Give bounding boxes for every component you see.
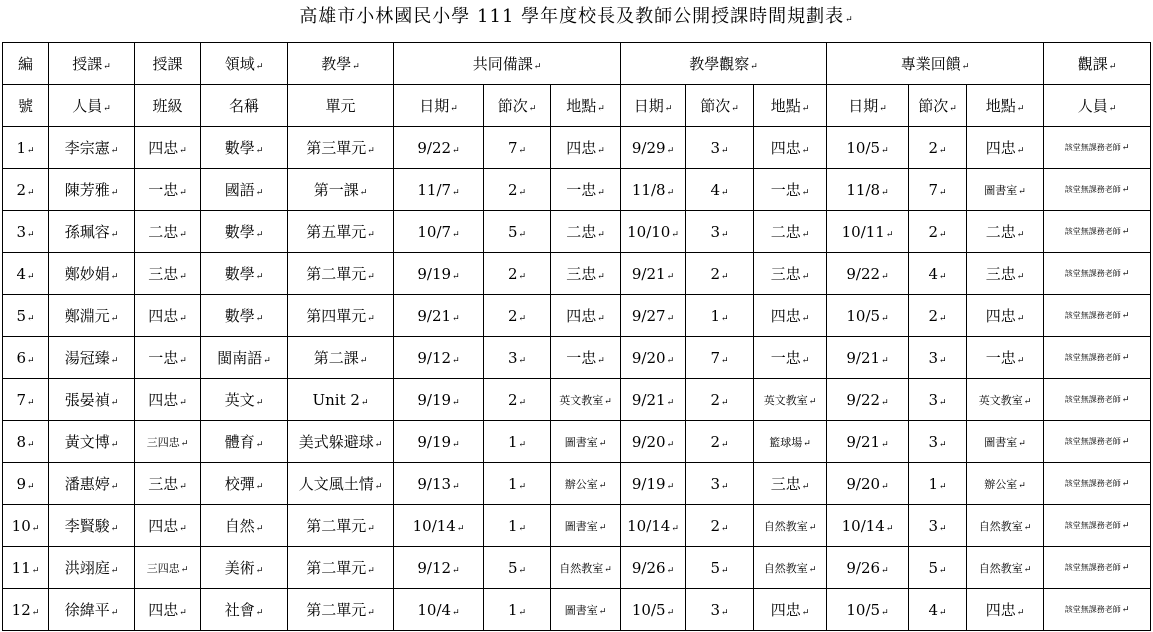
cell-unit-name: 第四單元 ↵	[288, 295, 394, 337]
cell-obs-period: 2 ↵	[686, 379, 754, 421]
cell-teacher-name: 鄭妙娟 ↵	[49, 253, 135, 295]
cell-row-number: 2 ↵	[3, 169, 49, 211]
cell-fb-period: 4 ↵	[909, 253, 967, 295]
cell-observer: 該堂無課務老師 ↵	[1044, 127, 1151, 169]
cell-obs-date: 10/14 ↵	[621, 505, 686, 547]
cell-observer: 該堂無課務老師 ↵	[1044, 169, 1151, 211]
cell-teacher-name: 李宗憲 ↵	[49, 127, 135, 169]
cell-prep-place: 四忠 ↵	[551, 295, 621, 337]
cell-obs-date: 9/29 ↵	[621, 127, 686, 169]
cell-fb-date: 10/14 ↵	[827, 505, 909, 547]
cell-obs-period: 3 ↵	[686, 463, 754, 505]
cell-unit-name: 美式躲避球 ↵	[288, 421, 394, 463]
cell-domain-name: 數學 ↵	[201, 211, 288, 253]
cell-observer: 該堂無課務老師 ↵	[1044, 211, 1151, 253]
cell-fb-place: 四忠 ↵	[967, 127, 1044, 169]
cell-domain-name: 校彈 ↵	[201, 463, 288, 505]
table-row	[3, 379, 1151, 421]
header-observer-top: 觀課 ↵	[1044, 43, 1151, 85]
cell-obs-place: 四忠 ↵	[754, 589, 827, 631]
header-observer-bottom: 人員 ↵	[1044, 85, 1151, 127]
cell-obs-period: 4 ↵	[686, 169, 754, 211]
cell-teacher-name: 鄭淵元 ↵	[49, 295, 135, 337]
header-observe-group: 教學觀察 ↵	[621, 43, 827, 85]
cell-prep-period: 2 ↵	[484, 169, 551, 211]
cell-prep-period: 2 ↵	[484, 253, 551, 295]
cell-domain-name: 數學 ↵	[201, 253, 288, 295]
cell-fb-place: 英文教室 ↵	[967, 379, 1044, 421]
cell-prep-period: 2 ↵	[484, 379, 551, 421]
cell-domain-name: 數學 ↵	[201, 295, 288, 337]
cell-unit-name: 第二單元 ↵	[288, 589, 394, 631]
cell-fb-date: 9/22 ↵	[827, 379, 909, 421]
header-prep-period: 節次 ↵	[484, 85, 551, 127]
cell-teacher-name: 湯冠臻 ↵	[49, 337, 135, 379]
header-no-top: 編	[3, 43, 49, 85]
cell-obs-period: 3 ↵	[686, 211, 754, 253]
cell-prep-date: 10/7 ↵	[394, 211, 484, 253]
cell-prep-period: 1 ↵	[484, 589, 551, 631]
cell-fb-place: 四忠 ↵	[967, 589, 1044, 631]
cell-fb-period: 2 ↵	[909, 127, 967, 169]
cell-observer: 該堂無課務老師 ↵	[1044, 589, 1151, 631]
cell-obs-place: 籃球場 ↵	[754, 421, 827, 463]
cell-obs-place: 二忠 ↵	[754, 211, 827, 253]
cell-fb-period: 3 ↵	[909, 505, 967, 547]
cell-obs-date: 10/10 ↵	[621, 211, 686, 253]
cell-row-number: 3 ↵	[3, 211, 49, 253]
header-fb-date: 日期 ↵	[827, 85, 909, 127]
header-domain-bottom: 名稱	[201, 85, 288, 127]
cell-obs-period: 7 ↵	[686, 337, 754, 379]
cell-domain-name: 國語 ↵	[201, 169, 288, 211]
cell-obs-place: 英文教室 ↵	[754, 379, 827, 421]
cell-teacher-name: 李賢駿 ↵	[49, 505, 135, 547]
cell-prep-date: 9/19 ↵	[394, 421, 484, 463]
header-unit-bottom: 單元	[288, 85, 394, 127]
table-row	[3, 505, 1151, 547]
table-row	[3, 169, 1151, 211]
cell-fb-date: 10/11 ↵	[827, 211, 909, 253]
cell-row-number: 4 ↵	[3, 253, 49, 295]
cell-fb-date: 10/5 ↵	[827, 589, 909, 631]
cell-class-name: 四忠 ↵	[135, 127, 201, 169]
cell-fb-date: 10/5 ↵	[827, 127, 909, 169]
cell-teacher-name: 孫珮容 ↵	[49, 211, 135, 253]
header-fb-place: 地點 ↵	[967, 85, 1044, 127]
cell-fb-date: 9/21 ↵	[827, 421, 909, 463]
table-row	[3, 547, 1151, 589]
cell-obs-place: 一忠 ↵	[754, 337, 827, 379]
cell-row-number: 12 ↵	[3, 589, 49, 631]
cell-class-name: 三忠 ↵	[135, 253, 201, 295]
cell-prep-place: 英文教室 ↵	[551, 379, 621, 421]
cell-fb-period: 3 ↵	[909, 421, 967, 463]
cell-teacher-name: 徐緯平 ↵	[49, 589, 135, 631]
cell-fb-period: 3 ↵	[909, 337, 967, 379]
cell-obs-period: 3 ↵	[686, 589, 754, 631]
cell-observer: 該堂無課務老師 ↵	[1044, 253, 1151, 295]
cell-row-number: 6 ↵	[3, 337, 49, 379]
cell-row-number: 11 ↵	[3, 547, 49, 589]
cell-obs-period: 1 ↵	[686, 295, 754, 337]
cell-obs-date: 9/20 ↵	[621, 337, 686, 379]
cell-fb-place: 二忠 ↵	[967, 211, 1044, 253]
cell-obs-date: 9/20 ↵	[621, 421, 686, 463]
cell-obs-date: 10/5 ↵	[621, 589, 686, 631]
cell-obs-period: 3 ↵	[686, 127, 754, 169]
cell-obs-date: 11/8 ↵	[621, 169, 686, 211]
cell-class-name: 三四忠 ↵	[135, 421, 201, 463]
cell-class-name: 一忠 ↵	[135, 337, 201, 379]
cell-prep-period: 3 ↵	[484, 337, 551, 379]
cell-fb-date: 9/20 ↵	[827, 463, 909, 505]
cell-observer: 該堂無課務老師 ↵	[1044, 337, 1151, 379]
table-row	[3, 127, 1151, 169]
cell-row-number: 8 ↵	[3, 421, 49, 463]
cell-domain-name: 體育 ↵	[201, 421, 288, 463]
header-unit-top: 教學 ↵	[288, 43, 394, 85]
cell-unit-name: 第二課 ↵	[288, 337, 394, 379]
table-row	[3, 337, 1151, 379]
cell-prep-place: 辦公室 ↵	[551, 463, 621, 505]
cell-obs-date: 9/19 ↵	[621, 463, 686, 505]
cell-prep-place: 自然教室 ↵	[551, 547, 621, 589]
cell-prep-place: 圖書室 ↵	[551, 421, 621, 463]
header-teacher-bottom: 人員 ↵	[49, 85, 135, 127]
cell-class-name: 一忠 ↵	[135, 169, 201, 211]
cell-fb-place: 辦公室 ↵	[967, 463, 1044, 505]
cell-prep-period: 5 ↵	[484, 547, 551, 589]
header-feedback-group: 專業回饋 ↵	[827, 43, 1044, 85]
schedule-table	[2, 42, 1151, 631]
cell-class-name: 二忠 ↵	[135, 211, 201, 253]
cell-obs-period: 2 ↵	[686, 505, 754, 547]
cell-obs-period: 2 ↵	[686, 421, 754, 463]
cell-prep-place: 三忠 ↵	[551, 253, 621, 295]
cell-obs-place: 四忠 ↵	[754, 295, 827, 337]
cell-unit-name: 第二單元 ↵	[288, 505, 394, 547]
cell-prep-period: 1 ↵	[484, 421, 551, 463]
cell-prep-period: 1 ↵	[484, 505, 551, 547]
cell-prep-date: 10/14 ↵	[394, 505, 484, 547]
cell-fb-period: 1 ↵	[909, 463, 967, 505]
cell-fb-place: 自然教室 ↵	[967, 547, 1044, 589]
header-no-bottom: 號	[3, 85, 49, 127]
cell-obs-date: 9/21 ↵	[621, 253, 686, 295]
cell-observer: 該堂無課務老師 ↵	[1044, 379, 1151, 421]
cell-prep-date: 10/4 ↵	[394, 589, 484, 631]
cell-class-name: 四忠 ↵	[135, 505, 201, 547]
cell-domain-name: 數學 ↵	[201, 127, 288, 169]
cell-prep-date: 9/12 ↵	[394, 337, 484, 379]
cell-teacher-name: 洪翊庭 ↵	[49, 547, 135, 589]
cell-prep-date: 9/19 ↵	[394, 253, 484, 295]
cell-class-name: 三四忠 ↵	[135, 547, 201, 589]
cell-obs-place: 三忠 ↵	[754, 253, 827, 295]
cell-obs-period: 2 ↵	[686, 253, 754, 295]
table-row	[3, 421, 1151, 463]
cell-unit-name: 第三單元 ↵	[288, 127, 394, 169]
cell-observer: 該堂無課務老師 ↵	[1044, 295, 1151, 337]
cell-fb-date: 10/5 ↵	[827, 295, 909, 337]
header-obs-period: 節次 ↵	[686, 85, 754, 127]
cell-class-name: 四忠 ↵	[135, 379, 201, 421]
cell-prep-place: 圖書室 ↵	[551, 505, 621, 547]
cell-unit-name: 第二單元 ↵	[288, 547, 394, 589]
cell-prep-place: 二忠 ↵	[551, 211, 621, 253]
cell-observer: 該堂無課務老師 ↵	[1044, 547, 1151, 589]
table-row	[3, 589, 1151, 631]
cell-fb-date: 11/8 ↵	[827, 169, 909, 211]
cell-observer: 該堂無課務老師 ↵	[1044, 505, 1151, 547]
cell-fb-place: 三忠 ↵	[967, 253, 1044, 295]
cell-observer: 該堂無課務老師 ↵	[1044, 421, 1151, 463]
cell-fb-period: 4 ↵	[909, 589, 967, 631]
header-domain-top: 領域 ↵	[201, 43, 288, 85]
header-row-bottom	[3, 85, 1151, 127]
cell-fb-period: 2 ↵	[909, 211, 967, 253]
table-row	[3, 211, 1151, 253]
cell-prep-date: 9/12 ↵	[394, 547, 484, 589]
cell-fb-date: 9/26 ↵	[827, 547, 909, 589]
cell-class-name: 四忠 ↵	[135, 589, 201, 631]
cell-fb-period: 2 ↵	[909, 295, 967, 337]
cell-domain-name: 自然 ↵	[201, 505, 288, 547]
header-row-top	[3, 43, 1151, 85]
cell-prep-date: 9/19 ↵	[394, 379, 484, 421]
cell-row-number: 5 ↵	[3, 295, 49, 337]
cell-fb-place: 四忠 ↵	[967, 295, 1044, 337]
header-obs-date: 日期 ↵	[621, 85, 686, 127]
cell-fb-place: 圖書室 ↵	[967, 169, 1044, 211]
header-class-bottom: 班級	[135, 85, 201, 127]
cell-unit-name: 第五單元 ↵	[288, 211, 394, 253]
cell-prep-place: 一忠 ↵	[551, 337, 621, 379]
cell-obs-place: 自然教室 ↵	[754, 505, 827, 547]
cell-prep-period: 7 ↵	[484, 127, 551, 169]
document-title: 高雄市小林國民小學 111 學年度校長及教師公開授課時間規劃表 ↵	[0, 4, 1153, 33]
cell-unit-name: Unit 2 ↵	[288, 379, 394, 421]
cell-row-number: 1 ↵	[3, 127, 49, 169]
cell-prep-date: 9/13 ↵	[394, 463, 484, 505]
cell-domain-name: 閩南語 ↵	[201, 337, 288, 379]
cell-prep-period: 5 ↵	[484, 211, 551, 253]
cell-obs-place: 三忠 ↵	[754, 463, 827, 505]
cell-teacher-name: 張晏禎 ↵	[49, 379, 135, 421]
cell-prep-date: 11/7 ↵	[394, 169, 484, 211]
cell-obs-period: 5 ↵	[686, 547, 754, 589]
cell-fb-place: 自然教室 ↵	[967, 505, 1044, 547]
cell-teacher-name: 黃文博 ↵	[49, 421, 135, 463]
cell-teacher-name: 潘惠婷 ↵	[49, 463, 135, 505]
cell-prep-place: 一忠 ↵	[551, 169, 621, 211]
cell-obs-date: 9/21 ↵	[621, 379, 686, 421]
cell-fb-period: 7 ↵	[909, 169, 967, 211]
cell-domain-name: 社會 ↵	[201, 589, 288, 631]
header-prep-place: 地點 ↵	[551, 85, 621, 127]
cell-prep-place: 四忠 ↵	[551, 127, 621, 169]
cell-obs-place: 一忠 ↵	[754, 169, 827, 211]
cell-obs-date: 9/26 ↵	[621, 547, 686, 589]
cell-fb-period: 5 ↵	[909, 547, 967, 589]
cell-prep-date: 9/22 ↵	[394, 127, 484, 169]
cell-domain-name: 英文 ↵	[201, 379, 288, 421]
cell-prep-period: 1 ↵	[484, 463, 551, 505]
cell-unit-name: 第二單元 ↵	[288, 253, 394, 295]
cell-unit-name: 第一課 ↵	[288, 169, 394, 211]
cell-fb-place: 一忠 ↵	[967, 337, 1044, 379]
cell-row-number: 9 ↵	[3, 463, 49, 505]
table-row	[3, 253, 1151, 295]
cell-fb-date: 9/22 ↵	[827, 253, 909, 295]
header-obs-place: 地點 ↵	[754, 85, 827, 127]
cell-obs-place: 四忠 ↵	[754, 127, 827, 169]
cell-fb-period: 3 ↵	[909, 379, 967, 421]
cell-class-name: 三忠 ↵	[135, 463, 201, 505]
cell-row-number: 7 ↵	[3, 379, 49, 421]
header-prep-group: 共同備課 ↵	[394, 43, 621, 85]
cell-prep-place: 圖書室 ↵	[551, 589, 621, 631]
cell-prep-period: 2 ↵	[484, 295, 551, 337]
cell-unit-name: 人文風土情 ↵	[288, 463, 394, 505]
cell-row-number: 10 ↵	[3, 505, 49, 547]
cell-prep-date: 9/21 ↵	[394, 295, 484, 337]
cell-teacher-name: 陳芳雅 ↵	[49, 169, 135, 211]
cell-fb-date: 9/21 ↵	[827, 337, 909, 379]
cell-fb-place: 圖書室 ↵	[967, 421, 1044, 463]
cell-domain-name: 美術 ↵	[201, 547, 288, 589]
cell-class-name: 四忠 ↵	[135, 295, 201, 337]
header-class-top: 授課	[135, 43, 201, 85]
table-row	[3, 463, 1151, 505]
cell-obs-place: 自然教室 ↵	[754, 547, 827, 589]
cell-observer: 該堂無課務老師 ↵	[1044, 463, 1151, 505]
header-teacher-top: 授課 ↵	[49, 43, 135, 85]
table-row	[3, 295, 1151, 337]
cell-obs-date: 9/27 ↵	[621, 295, 686, 337]
header-prep-date: 日期 ↵	[394, 85, 484, 127]
header-fb-period: 節次 ↵	[909, 85, 967, 127]
